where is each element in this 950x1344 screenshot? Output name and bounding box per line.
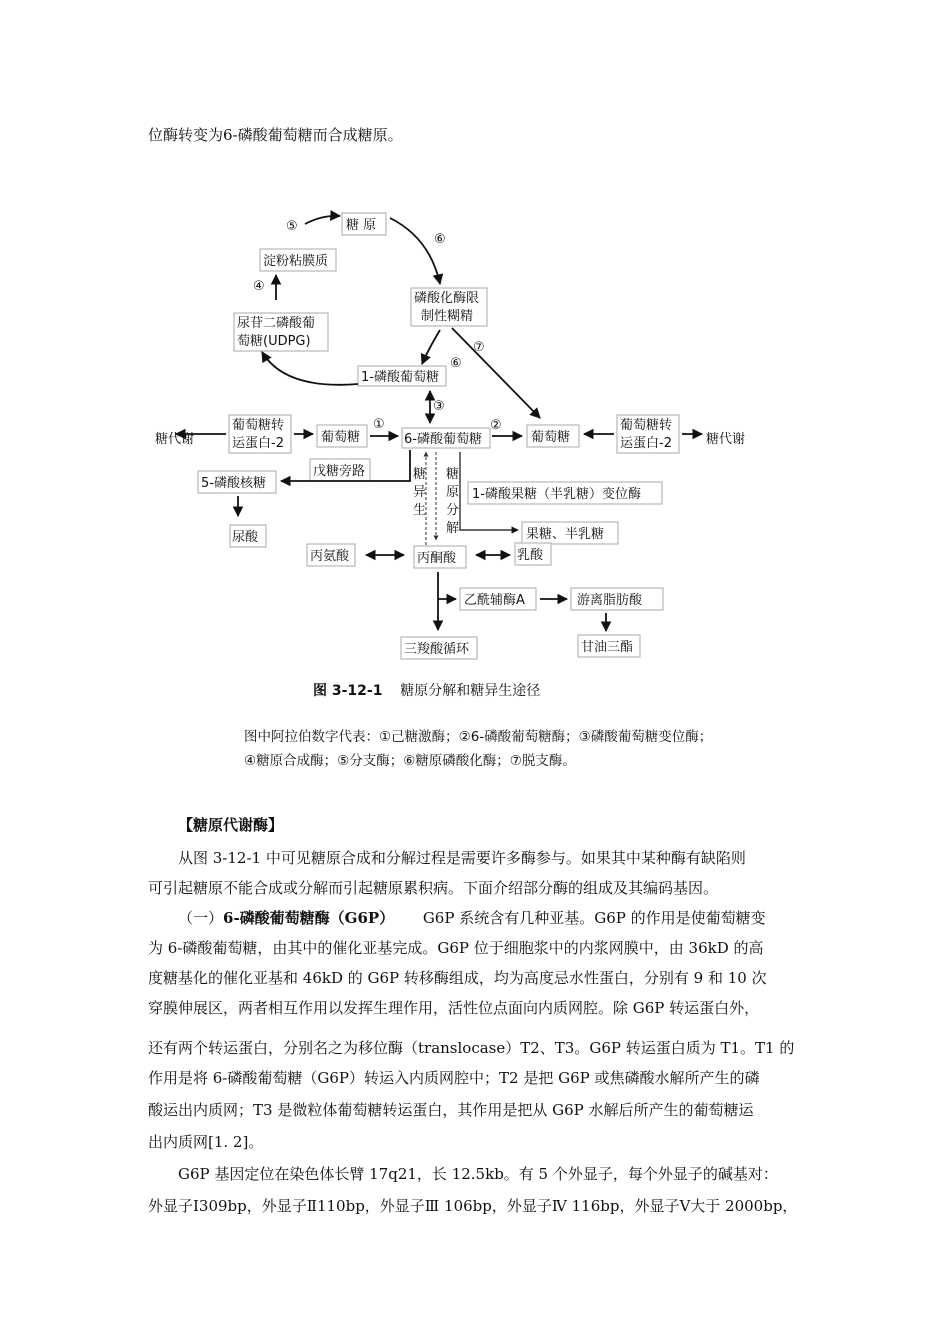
node-ffa: 游离脂肪酸 [577, 593, 643, 608]
figure-title: 糖原分解和糖异生途径 [400, 683, 541, 699]
paragraph-2-line-6: 作用是将 6-磷酸葡萄糖（G6P）转运入内质网腔中；T2 是把 G6P 或焦磷酸水解所产生的磷 [148, 1069, 760, 1087]
paragraph-3-line-2: 外显子Ⅰ309bp，外显子Ⅱ110bp，外显子Ⅲ 106bp，外显子Ⅳ 116bp，外显子Ⅴ大于 2000bp， [148, 1197, 798, 1215]
arrow-debranching [452, 328, 540, 418]
node-glycogen: 糖 原 [346, 218, 377, 233]
p2-prefix: （一） [178, 909, 224, 927]
node-metab-left: 糖代谢 [155, 432, 195, 447]
node-gluconeogenesis-3: 生 [413, 503, 427, 518]
node-pentose: 戊糖旁路 [313, 464, 366, 479]
node-ribose5p: 5-磷酸核糖 [201, 476, 266, 491]
enzyme-2-marker: ② [490, 418, 502, 433]
node-udpg-2: 萄糖(UDPG) [237, 334, 311, 349]
legend-line-1: 图中阿拉伯数字代表：①己糖激酶；②6-磷酸葡萄糖酶；③磷酸葡萄糖变位酶； [244, 729, 713, 745]
enzyme-6a-marker: ⑥ [434, 232, 446, 247]
node-glucose-left: 葡萄糖 [321, 430, 361, 445]
figure-label: 图 3-12-1 [313, 683, 383, 699]
arrow-g1p-udpg [262, 352, 358, 385]
p2-bold-title: 6-磷酸葡萄糖酶（G6P） [223, 909, 395, 927]
node-gluconeogenesis-2: 异 [413, 485, 427, 500]
node-f1p-mutase: 1-磷酸果糖（半乳糖）变位酶 [472, 487, 641, 502]
node-g6p: 6-磷酸葡萄糖 [404, 432, 482, 447]
arrow-branching [305, 216, 340, 224]
node-glycogenolysis-3: 分 [446, 503, 460, 518]
node-alanine: 丙氨酸 [310, 549, 350, 564]
node-fructose: 果糖、半乳糖 [526, 527, 605, 542]
node-glut2-left-2: 运蛋白-2 [232, 436, 284, 451]
node-dextrin-1: 磷酸化酶限 [414, 291, 480, 306]
enzyme-6b-marker: ⑥ [450, 356, 462, 371]
intro-line: 位酶转变为6-磷酸葡萄糖而合成糖原。 [148, 126, 403, 144]
paragraph-2-line-2: 为 6-磷酸葡萄糖，由其中的催化亚基完成。G6P 位于细胞浆中的内浆网膜中，由 36kD 的高 [148, 939, 764, 957]
paragraph-2-line-1 [178, 907, 838, 929]
node-lactate: 乳酸 [517, 548, 544, 563]
arrow-phosphorylase-1 [390, 218, 440, 284]
node-glycogenolysis-4: 解 [446, 521, 460, 536]
node-glut2-left-1: 葡萄糖转 [232, 418, 285, 433]
paragraph-2-line-8: 出内质网[1. 2]。 [148, 1133, 264, 1151]
node-pyruvate: 丙酮酸 [417, 551, 457, 566]
node-dextrin-2: 制性糊精 [421, 309, 474, 324]
node-glut2-right-2: 运蛋白-2 [620, 436, 672, 451]
enzyme-4-marker: ④ [253, 279, 265, 294]
paragraph-1-line-1: 从图 3-12-1 中可见糖原合成和分解过程是需要许多酶参与。如果其中某种酶有缺陷则 [178, 849, 746, 867]
paragraph-2-line-4: 穿膜伸展区，两者相互作用以发挥生理作用，活性位点面向内质网腔。除 G6P 转运蛋白外， [148, 999, 760, 1017]
enzyme-7-marker: ⑦ [473, 340, 485, 355]
section-heading: 【糖原代谢酶】 [178, 816, 284, 834]
paragraph-3-line-1: G6P 基因定位在染色体长臂 17q21，长 12.5kb。有 5 个外显子，每个外显子的碱基对： [178, 1165, 778, 1183]
node-tg: 甘油三酯 [581, 640, 634, 655]
node-glycogenolysis-2: 原 [446, 485, 460, 500]
p2-line1-rest: G6P 系统含有几种亚基。G6P 的作用是使葡萄糖变 [422, 909, 766, 927]
paragraph-2-line-5: 还有两个转运蛋白，分别名之为移位酶（translocase）T2、T3。G6P 转运蛋白质为 T1。T1 的 [148, 1039, 795, 1057]
node-g1p: 1-磷酸葡萄糖 [361, 370, 439, 385]
figure-caption [313, 680, 540, 700]
paragraph-2-line-3: 度糖基化的催化亚基和 46kD 的 G6P 转移酶组成，均为高度忌水性蛋白，分别有 9 和 10 次 [148, 969, 767, 987]
node-starch: 淀粉粘膜质 [263, 254, 329, 269]
node-uric-acid: 尿酸 [232, 530, 259, 545]
arrow-phosphorylase-2 [422, 330, 440, 364]
node-acetyl: 乙酰辅酶A [464, 593, 525, 608]
node-tca: 三羧酸循环 [404, 642, 470, 657]
node-gluconeogenesis-1: 糖 [413, 467, 427, 482]
paragraph-1-line-2: 可引起糖原不能合成或分解而引起糖原累积病。下面介绍部分酶的组成及其编码基因。 [148, 879, 719, 897]
legend-line-2: ④糖原合成酶；⑤分支酶；⑥糖原磷酸化酶；⑦脱支酶。 [244, 753, 576, 769]
enzyme-1-marker: ① [373, 417, 385, 432]
node-glut2-right-1: 葡萄糖转 [620, 418, 673, 433]
paragraph-2-line-7: 酸运出内质网；T3 是微粒体葡萄糖转运蛋白，其作用是把从 G6P 水解后所产生的葡萄糖运 [148, 1101, 754, 1119]
node-metab-right: 糖代谢 [706, 432, 746, 447]
node-glycogenolysis-1: 糖 [446, 467, 460, 482]
enzyme-3-marker: ③ [433, 399, 445, 414]
node-glucose-right: 葡萄糖 [531, 430, 571, 445]
node-udpg-1: 尿苷二磷酸葡 [237, 316, 316, 331]
enzyme-5-marker: ⑤ [286, 219, 298, 234]
